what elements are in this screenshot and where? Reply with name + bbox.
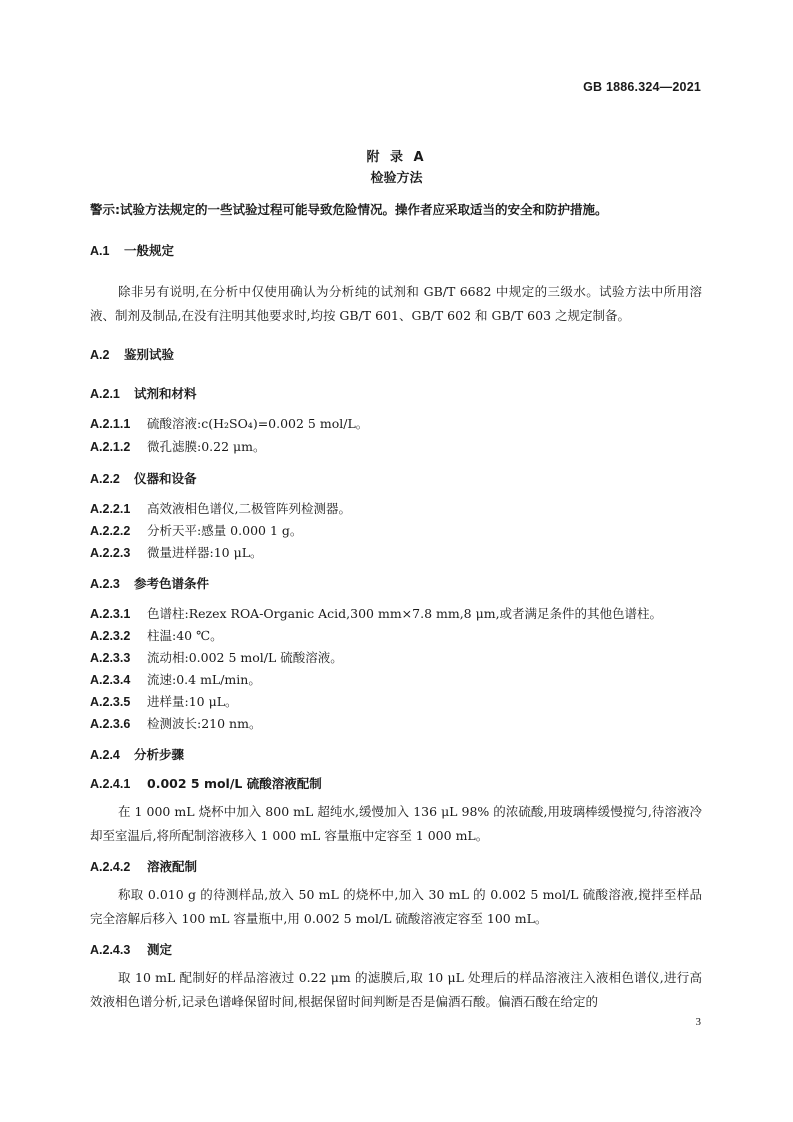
paragraph-text: 除非另有说明,在分析中仅使用确认为分析纯的试剂和 GB/T 6682 中规定的三级水。试验方法中所用溶液、制剂及制品,在没有注明其他要求时,均按 GB/T 601、GB/T 602 和 GB/T 603 之规定制备。 (90, 284, 702, 323)
paragraph-text: 称取 0.010 g 的待测样品,放入 50 mL 的烧杯中,加入 30 mL 的 0.002 5 mol/L 硫酸溶液,搅拌至样品完全溶解后移入 100 mL 容量瓶中,用 0.002 5 mol/L 硫酸溶液定容至 100 mL。 (90, 887, 702, 926)
page-number: 3 (695, 1016, 701, 1028)
clause-item (90, 437, 266, 455)
annex-title: 附 录 A (366, 150, 427, 165)
clause-number: A.2.4.1 (90, 777, 131, 791)
section-number: A.2.1 (90, 387, 120, 401)
clause-text: 微孔滤膜:0.22 μm。 (147, 439, 266, 454)
clause-item (90, 604, 662, 622)
clause-number: A.2.1.2 (90, 440, 131, 454)
clause-number: A.2.3.6 (90, 717, 131, 731)
paragraph-text: 在 1 000 mL 烧杯中加入 800 mL 超纯水,缓慢加入 136 μL 98% 的浓硫酸,用玻璃棒缓慢搅匀,待溶液冷却至室温后,将所配制溶液移入 1 000 mL 容量瓶中定容至 1 000 mL。 (90, 804, 702, 843)
paragraph (90, 280, 702, 328)
clause-text: 微量进样器:10 μL。 (147, 545, 263, 560)
clause-number: A.2.2.3 (90, 546, 131, 560)
clause-item (90, 648, 343, 666)
section-title: 试剂和材料 (134, 386, 197, 401)
clause-number: A.2.4.3 (90, 943, 131, 957)
clause-number: A.2.2.1 (90, 502, 131, 516)
clause-text: 分析天平:感量 0.000 1 g。 (147, 523, 303, 538)
clause-number: A.2.2.2 (90, 524, 131, 538)
clause-text: 流速:0.4 mL/min。 (147, 672, 261, 687)
section-number: A.2.3 (90, 577, 120, 591)
section-number: A.2 (90, 348, 110, 362)
annex-subtitle: 检验方法 (370, 171, 423, 186)
paragraph (90, 966, 702, 1014)
clause-number: A.2.3.1 (90, 607, 131, 621)
paragraph (90, 800, 702, 848)
clause-title: 溶液配制 (147, 859, 198, 874)
section-title: 一般规定 (124, 243, 175, 258)
clause-title: 测定 (147, 942, 173, 957)
clause-text: 硫酸溶液:c(H₂SO₄)=0.002 5 mol/L。 (147, 416, 369, 431)
section-title: 仪器和设备 (134, 471, 197, 486)
paragraph (90, 883, 702, 931)
safety-warning: 警示:试验方法规定的一些试验过程可能导致危险情况。操作者应采取适当的安全和防护措施。 (90, 202, 608, 217)
clause-item (90, 414, 368, 432)
clause-heading (90, 857, 197, 875)
section-title: 参考色谱条件 (134, 576, 210, 591)
section-number: A.2.4 (90, 748, 120, 762)
clause-heading (90, 940, 172, 958)
document-id: GB 1886.324—2021 (583, 80, 701, 94)
section-heading (90, 241, 174, 259)
clause-text: 流动相:0.002 5 mol/L 硫酸溶液。 (147, 650, 343, 665)
clause-item (90, 626, 223, 644)
paragraph-text: 取 10 mL 配制好的样品溶液过 0.22 μm 的滤膜后,取 10 μL 处理后的样品溶液注入液相色谱仪,进行高效液相色谱分析,记录色谱峰保留时间,根据保留时间判断是否是偏酒石酸。偏酒石酸在给定的 (90, 970, 702, 1009)
section-number: A.1 (90, 244, 110, 258)
section-heading (90, 345, 174, 363)
section-title: 鉴别试验 (124, 347, 175, 362)
clause-item (90, 521, 302, 539)
subsection-heading (90, 745, 184, 763)
clause-title: 0.002 5 mol/L 硫酸溶液配制 (147, 776, 322, 791)
clause-number: A.2.1.1 (90, 417, 131, 431)
clause-text: 检测波长:210 nm。 (147, 716, 262, 731)
clause-number: A.2.3.4 (90, 673, 131, 687)
section-number: A.2.2 (90, 472, 120, 486)
clause-text: 高效液相色谱仪,二极管阵列检测器。 (147, 501, 351, 516)
clause-item (90, 714, 261, 732)
clause-text: 进样量:10 μL。 (147, 694, 238, 709)
clause-number: A.2.4.2 (90, 860, 131, 874)
clause-item (90, 499, 351, 517)
clause-heading (90, 774, 322, 792)
clause-number: A.2.3.2 (90, 629, 131, 643)
clause-number: A.2.3.5 (90, 695, 131, 709)
clause-item (90, 543, 263, 561)
subsection-heading (90, 574, 209, 592)
clause-item (90, 670, 261, 688)
clause-number: A.2.3.3 (90, 651, 131, 665)
clause-text: 色谱柱:Rezex ROA-Organic Acid,300 mm×7.8 mm,8 μm,或者满足条件的其他色谱柱。 (147, 606, 663, 621)
clause-text: 柱温:40 ℃。 (147, 628, 223, 643)
subsection-heading (90, 469, 197, 487)
section-title: 分析步骤 (134, 747, 185, 762)
subsection-heading (90, 384, 197, 402)
clause-item (90, 692, 238, 710)
